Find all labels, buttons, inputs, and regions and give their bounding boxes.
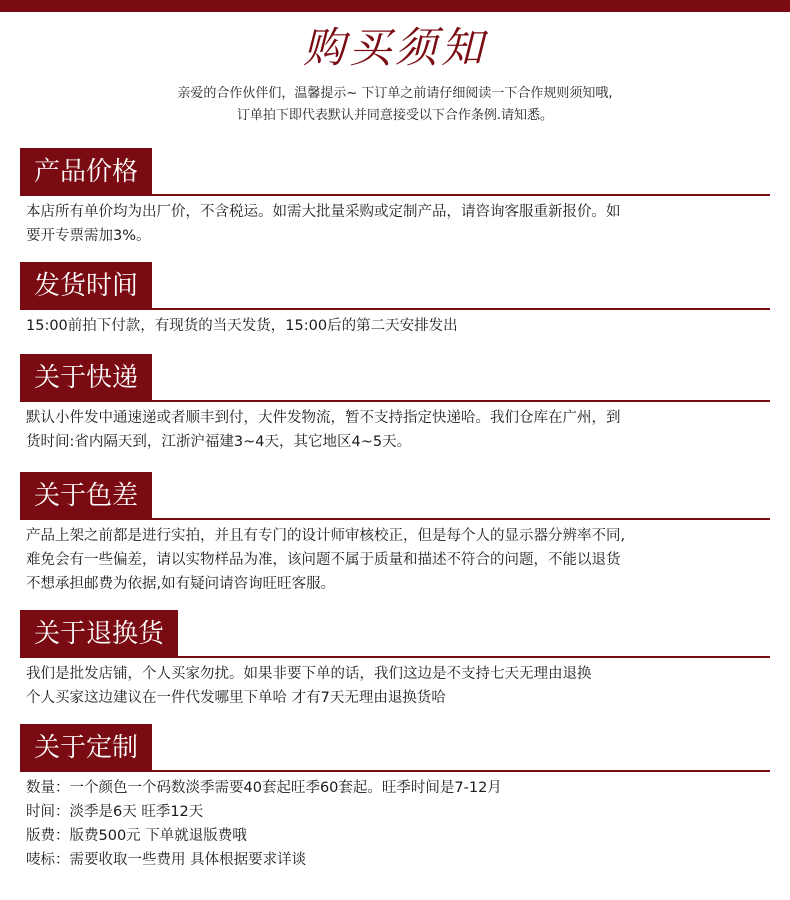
section-rule	[20, 770, 770, 772]
top-accent-bar	[0, 0, 790, 12]
section-header	[20, 262, 770, 310]
section-color-difference	[20, 472, 770, 596]
section-body	[20, 772, 770, 872]
body-line: 默认小件发中通速递或者顺丰到付，大件发物流，暂不支持指定快递哈。我们仓库在广州，到	[26, 410, 621, 426]
body-line: 本店所有单价均为出厂价，不含税运。如需大批量采购或定制产品，请咨询客服重新报价。如	[26, 204, 621, 220]
section-header	[20, 148, 770, 196]
section-header	[20, 472, 770, 520]
section-rule	[20, 656, 770, 658]
body-line: 15:00前拍下付款，有现货的当天发货，15:00后的第二天安排发出	[26, 318, 458, 334]
body-line: 难免会有一些偏差，请以实物样品为准，该问题不属于质量和描述不符合的问题，不能以退货	[26, 552, 621, 568]
body-line: 数量：一个颜色一个码数淡季需要40套起旺季60套起。旺季时间是7-12月	[26, 780, 502, 796]
section-shipping-time	[20, 262, 770, 338]
section-body	[20, 520, 770, 596]
body-line: 我们是批发店铺，个人买家勿扰。如果非要下单的话，我们这边是不支持七天无理由退换	[26, 666, 592, 682]
section-body	[20, 196, 770, 248]
section-courier	[20, 354, 770, 454]
body-line: 个人买家这边建议在一件代发哪里下单哈 才有7天无理由退换货哈	[26, 690, 446, 706]
body-line: 货时间:省内隔天到，江浙沪福建3~4天，其它地区4~5天。	[26, 434, 412, 450]
body-line: 时间：淡季是6天 旺季12天	[26, 804, 204, 820]
section-body	[20, 310, 770, 338]
section-heading: 产品价格	[20, 148, 152, 196]
body-line: 不想承担邮费为依据,如有疑问请咨询旺旺客服。	[26, 576, 336, 592]
section-product-price	[20, 148, 770, 248]
section-body	[20, 402, 770, 454]
section-heading: 关于定制	[20, 724, 152, 772]
section-header	[20, 354, 770, 402]
section-rule	[20, 194, 770, 196]
section-heading: 关于退换货	[20, 610, 178, 658]
body-line: 版费：版费500元 下单就退版费哦	[26, 828, 247, 844]
section-heading: 关于快递	[20, 354, 152, 402]
section-heading: 发货时间	[20, 262, 152, 310]
section-rule	[20, 308, 770, 310]
section-header	[20, 610, 770, 658]
section-body	[20, 658, 770, 710]
section-rule	[20, 518, 770, 520]
section-header	[20, 724, 770, 772]
section-returns	[20, 610, 770, 710]
body-line: 唛标：需要收取一些费用 具体根据要求详谈	[26, 852, 307, 868]
intro-line-2: 订单拍下即代表默认并同意接受以下合作条例.请知悉。	[236, 108, 554, 123]
section-heading: 关于色差	[20, 472, 152, 520]
body-line: 要开专票需加3%。	[26, 228, 151, 244]
section-customization	[20, 724, 770, 872]
page-title: 购买须知	[302, 23, 487, 72]
section-rule	[20, 400, 770, 402]
body-line: 产品上架之前都是进行实拍，并且有专门的设计师审核校正，但是每个人的显示器分辨率不同,	[26, 528, 626, 544]
intro-line-1: 亲爱的合作伙伴们，温馨提示~ 下订单之前请仔细阅读一下合作规则须知哦,	[177, 86, 613, 101]
